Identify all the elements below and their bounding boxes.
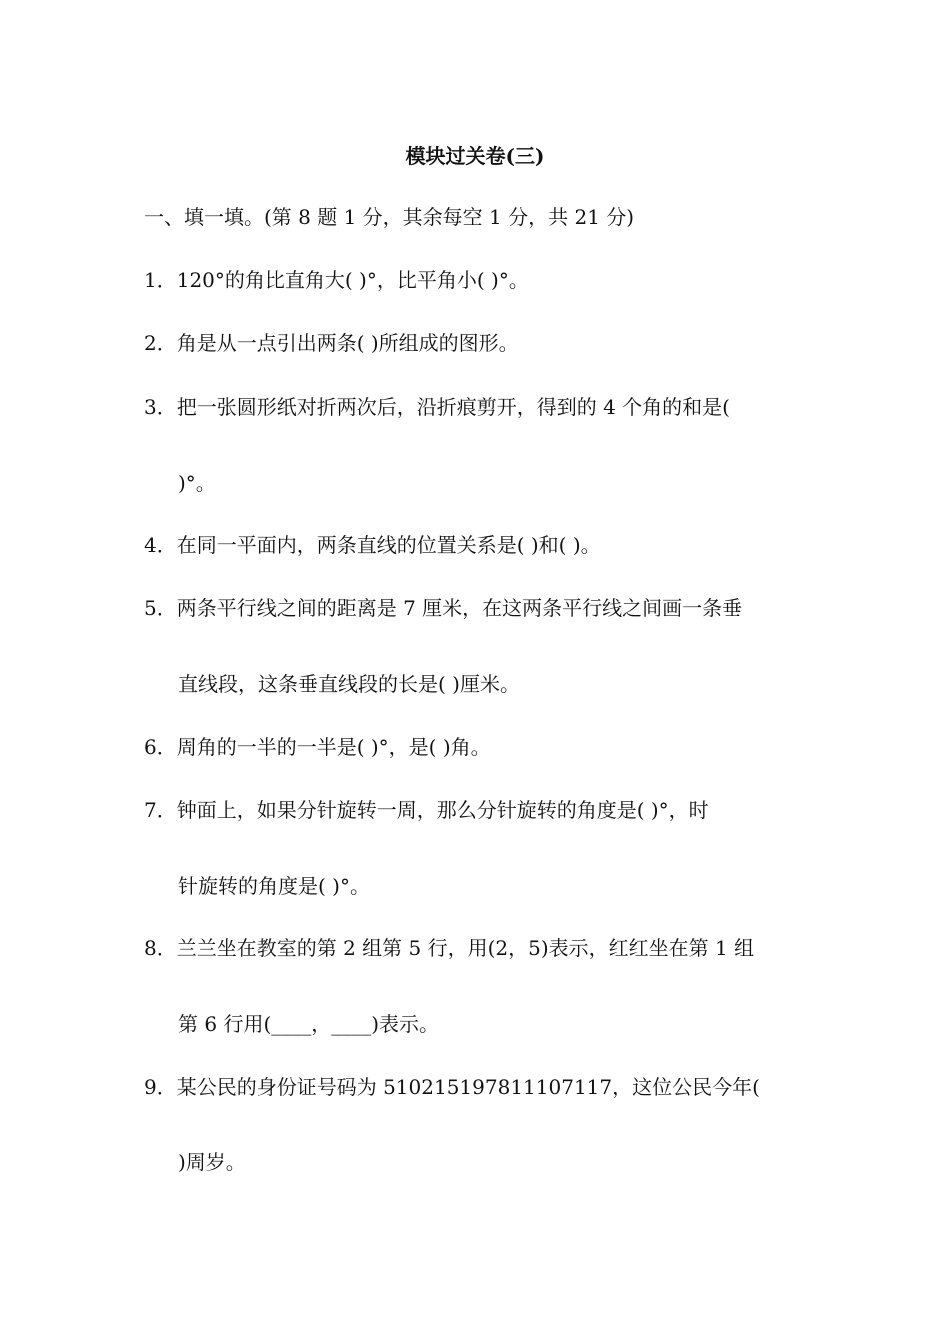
section-heading: 一、填一填。(第 8 题 1 分，其余每空 1 分，共 21 分) xyxy=(144,205,635,229)
question-9-line-2: )周岁。 xyxy=(178,1150,246,1174)
question-3-line-1: 3．把一张圆形纸对折两次后，沿折痕剪开，得到的 4 个角的和是( xyxy=(144,395,730,419)
question-2-line-1: 2．角是从一点引出两条( )所组成的图形。 xyxy=(144,331,519,355)
question-5-line-2: 直线段，这条垂直线段的长是( )厘米。 xyxy=(178,672,520,696)
question-3-line-2: )°。 xyxy=(178,471,216,495)
question-1-line-1: 1．120°的角比直角大( )°，比平角小( )°。 xyxy=(144,268,529,292)
page-title: 模块过关卷(三) xyxy=(405,144,545,168)
question-9-line-1: 9．某公民的身份证号码为 510215197811107117，这位公民今年( xyxy=(144,1075,760,1099)
question-8-line-1: 8．兰兰坐在教室的第 2 组第 5 行，用(2，5)表示，红红坐在第 1 组 xyxy=(144,936,755,960)
question-4-line-1: 4．在同一平面内，两条直线的位置关系是( )和( )。 xyxy=(144,533,601,557)
question-7-line-1: 7．钟面上，如果分针旋转一周，那么分针旋转的角度是( )°，时 xyxy=(144,798,709,822)
question-6-line-1: 6．周角的一半的一半是( )°，是( )角。 xyxy=(144,735,491,759)
question-7-line-2: 针旋转的角度是( )°。 xyxy=(178,874,370,898)
question-5-line-1: 5．两条平行线之间的距离是 7 厘米，在这两条平行线之间画一条垂 xyxy=(144,596,743,620)
question-8-line-2: 第 6 行用(____，____)表示。 xyxy=(178,1012,440,1036)
